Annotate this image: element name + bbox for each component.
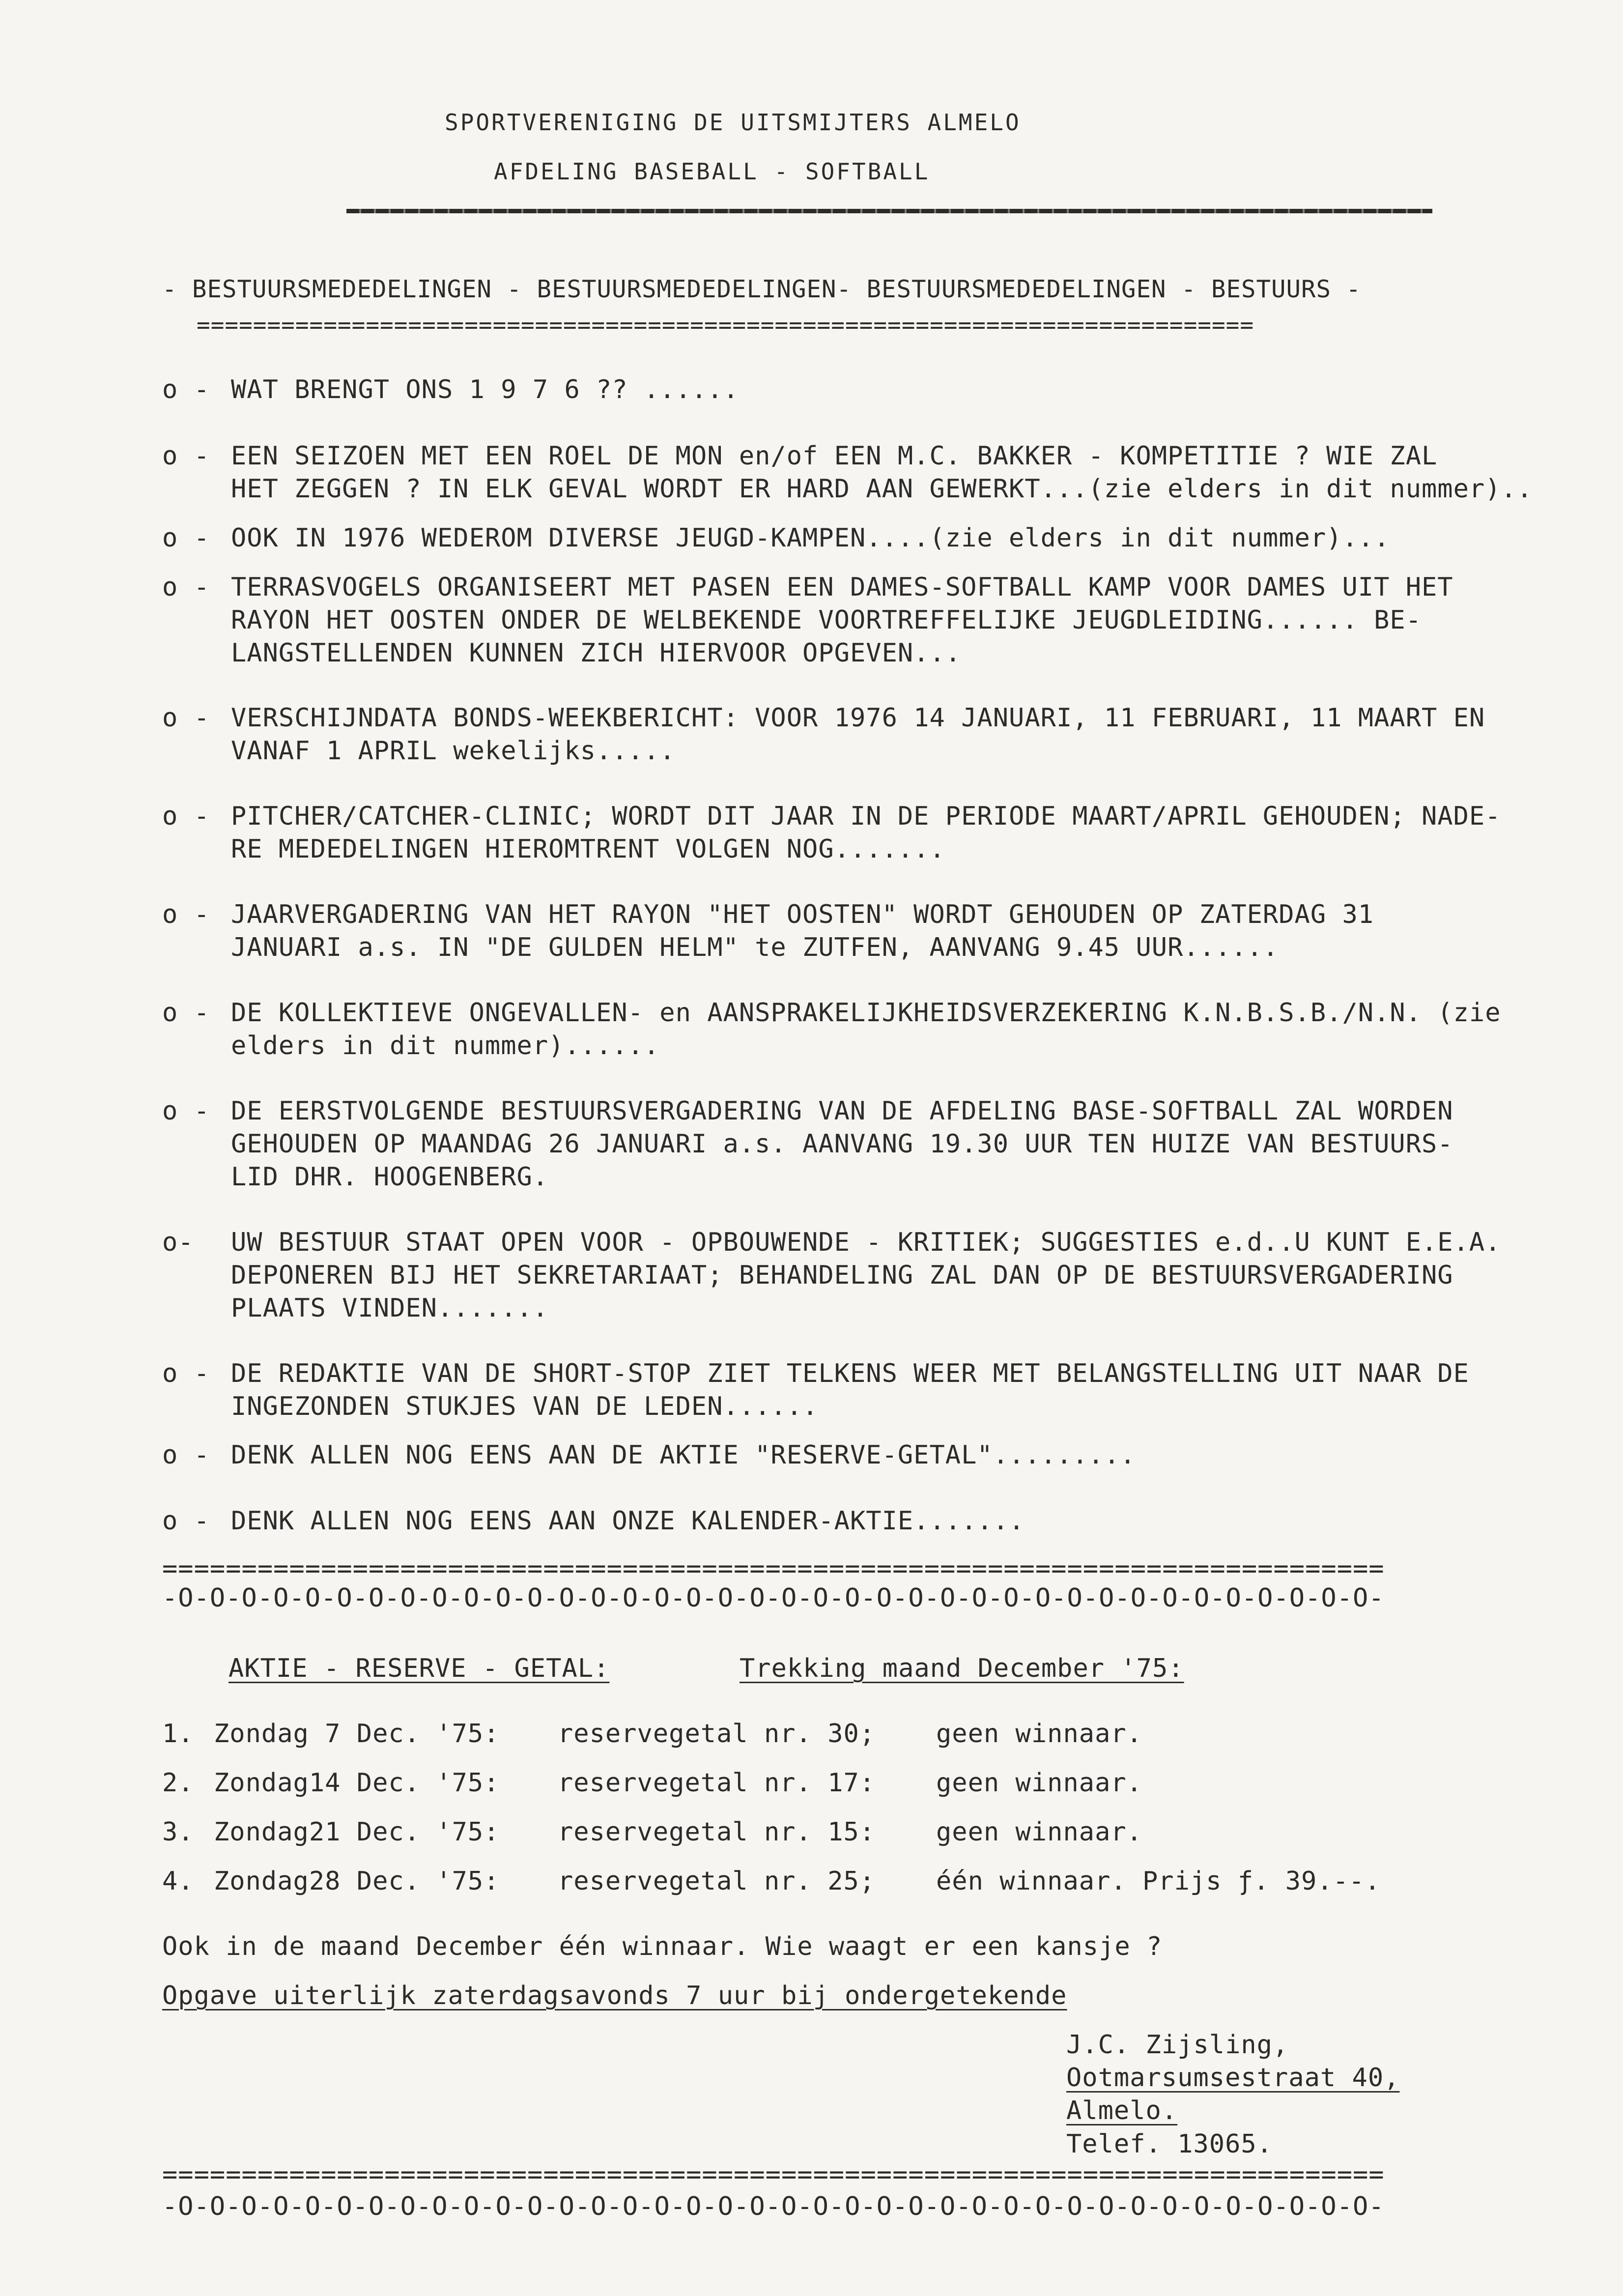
item-line: UW BESTUUR STAAT OPEN VOOR - OPBOUWENDE - KRITIEK; SUGGESTIES e.d..U KUNT E.E.A. [231, 1228, 1501, 1257]
row-result: geen winnaar. [936, 1719, 1142, 1749]
item-bullet: o - [162, 703, 210, 733]
item-bullet: o - [162, 1506, 210, 1536]
item-bullet: o - [162, 998, 210, 1028]
item-line: DENK ALLEN NOG EENS AAN DE AKTIE "RESERVE-GETAL"......... [231, 1440, 1136, 1470]
footer-separator-chain: -O-O-O-O-O-O-O-O-O-O-O-O-O-O-O-O-O-O-O-O-O-O-O-O-O-O-O-O-O-O-O-O-O-O-O-O-O-O- [162, 2192, 1385, 2221]
item-line: LANGSTELLENDEN KUNNEN ZICH HIERVOOR OPGEVEN... [231, 638, 962, 668]
row-date: Zondag14 Dec. '75: [214, 1768, 500, 1798]
item-bullet: o - [162, 375, 210, 404]
item-bullet: o - [162, 441, 210, 471]
item-line: EEN SEIZOEN MET EEN ROEL DE MON en/of EEN M.C. BAKKER - KOMPETITIE ? WIE ZAL [231, 441, 1438, 471]
item-bullet: o - [162, 900, 210, 929]
reserve-title: AKTIE - RESERVE - GETAL: [228, 1654, 610, 1683]
row-result: geen winnaar. [936, 1768, 1142, 1798]
separator-equals: ============================================================================= [162, 1554, 1385, 1583]
department-name: AFDELING BASEBALL - SOFTBALL [494, 158, 930, 185]
item-line: DE EERSTVOLGENDE BESTUURSVERGADERING VAN DE AFDELING BASE-SOFTBALL ZAL WORDEN [231, 1096, 1453, 1126]
item-line: DEPONEREN BIJ HET SEKRETARIAAT; BEHANDELING ZAL DAN OP DE BESTUURSVERGADERING [231, 1261, 1453, 1290]
header-rule [346, 209, 1432, 213]
banner-rule: =========================================================================== [197, 312, 1254, 338]
row-number: 1. [162, 1719, 194, 1749]
banner-title: - BESTUURSMEDEDELINGEN - BESTUURSMEDEDELINGEN- BESTUURSMEDEDELINGEN - BESTUURS - [162, 275, 1362, 303]
table-row [162, 1816, 1587, 1849]
item-line: VANAF 1 APRIL wekelijks..... [231, 736, 676, 766]
reserve-note: Ook in de maand December één winnaar. Wie waagt er een kansje ? [162, 1932, 1163, 1961]
item-line: JAARVERGADERING VAN HET RAYON "HET OOSTEN" WORDT GEHOUDEN OP ZATERDAG 31 [231, 900, 1374, 929]
row-result: geen winnaar. [936, 1817, 1142, 1847]
item-line: GEHOUDEN OP MAANDAG 26 JANUARI a.s. AANVANG 19.30 UUR TEN HUIZE VAN BESTUURS- [231, 1129, 1453, 1159]
row-reserve-number: reservegetal nr. 25; [558, 1866, 876, 1896]
item-line: PITCHER/CATCHER-CLINIC; WORDT DIT JAAR IN DE PERIODE MAART/APRIL GEHOUDEN; NADE- [231, 802, 1501, 831]
row-number: 3. [162, 1817, 194, 1847]
table-row [162, 1718, 1587, 1751]
item-line: INGEZONDEN STUKJES VAN DE LEDEN...... [231, 1392, 819, 1421]
item-bullet: o - [162, 1096, 210, 1126]
item-bullet: o - [162, 523, 210, 553]
table-row [162, 1865, 1587, 1898]
row-result: één winnaar. Prijs ƒ. 39.--. [936, 1866, 1381, 1896]
row-date: Zondag21 Dec. '75: [214, 1817, 500, 1847]
item-line: elders in dit nummer)...... [231, 1031, 660, 1061]
item-line: HET ZEGGEN ? IN ELK GEVAL WORDT ER HARD AAN GEWERKT...(zie elders in dit nummer).. [231, 474, 1533, 504]
item-line: DENK ALLEN NOG EENS AAN ONZE KALENDER-AKTIE....... [231, 1506, 1025, 1536]
footer-separator-equals: ============================================================================= [162, 2160, 1385, 2189]
signature-street: Ootmarsumsestraat 40, [1066, 2063, 1400, 2093]
item-bullet: o - [162, 573, 210, 602]
row-date: Zondag28 Dec. '75: [214, 1866, 500, 1896]
item-bullet: o- [162, 1228, 194, 1257]
row-reserve-number: reservegetal nr. 17: [558, 1768, 876, 1798]
separator-chain: -O-O-O-O-O-O-O-O-O-O-O-O-O-O-O-O-O-O-O-O-O-O-O-O-O-O-O-O-O-O-O-O-O-O-O-O-O-O- [162, 1583, 1385, 1613]
item-line: TERRASVOGELS ORGANISEERT MET PASEN EEN DAMES-SOFTBALL KAMP VOOR DAMES UIT HET [231, 573, 1453, 602]
table-row [162, 1767, 1587, 1800]
row-number: 4. [162, 1866, 194, 1896]
reserve-deadline: Opgave uiterlijk zaterdagsavonds 7 uur bij ondergetekende [162, 1981, 1067, 2010]
item-line: DE KOLLEKTIEVE ONGEVALLEN- en AANSPRAKELIJKHEIDSVERZEKERING K.N.B.S.B./N.N. (zie [231, 998, 1501, 1028]
reserve-subtitle: Trekking maand December '75: [740, 1654, 1184, 1683]
item-bullet: o - [162, 802, 210, 831]
club-name: SPORTVERENIGING DE UITSMIJTERS ALMELO [445, 109, 1021, 136]
item-bullet: o - [162, 1440, 210, 1470]
signature-phone: Telef. 13065. [1066, 2129, 1273, 2159]
row-reserve-number: reservegetal nr. 15: [558, 1817, 876, 1847]
item-line: WAT BRENGT ONS 1 9 7 6 ?? ...... [231, 375, 739, 404]
item-line: RE MEDEDELINGEN HIEROMTRENT VOLGEN NOG....... [231, 834, 945, 864]
item-line: VERSCHIJNDATA BONDS-WEEKBERICHT: VOOR 1976 14 JANUARI, 11 FEBRUARI, 11 MAART EN [231, 703, 1485, 733]
row-date: Zondag 7 Dec. '75: [214, 1719, 500, 1749]
row-number: 2. [162, 1768, 194, 1798]
signature-city: Almelo. [1066, 2096, 1178, 2125]
item-bullet: o - [162, 1359, 210, 1388]
item-line: OOK IN 1976 WEDEROM DIVERSE JEUGD-KAMPEN....(zie elders in dit nummer)... [231, 523, 1390, 553]
item-line: RAYON HET OOSTEN ONDER DE WELBEKENDE VOORTREFFELIJKE JEUGDLEIDING...... BE- [231, 605, 1422, 635]
item-line: JANUARI a.s. IN "DE GULDEN HELM" te ZUTFEN, AANVANG 9.45 UUR...... [231, 933, 1279, 962]
signature-name: J.C. Zijsling, [1066, 2030, 1289, 2060]
item-line: DE REDAKTIE VAN DE SHORT-STOP ZIET TELKENS WEER MET BELANGSTELLING UIT NAAR DE [231, 1359, 1469, 1388]
item-line: PLAATS VINDEN....... [231, 1293, 549, 1323]
item-line: LID DHR. HOOGENBERG. [231, 1162, 549, 1192]
row-reserve-number: reservegetal nr. 30; [558, 1719, 876, 1749]
